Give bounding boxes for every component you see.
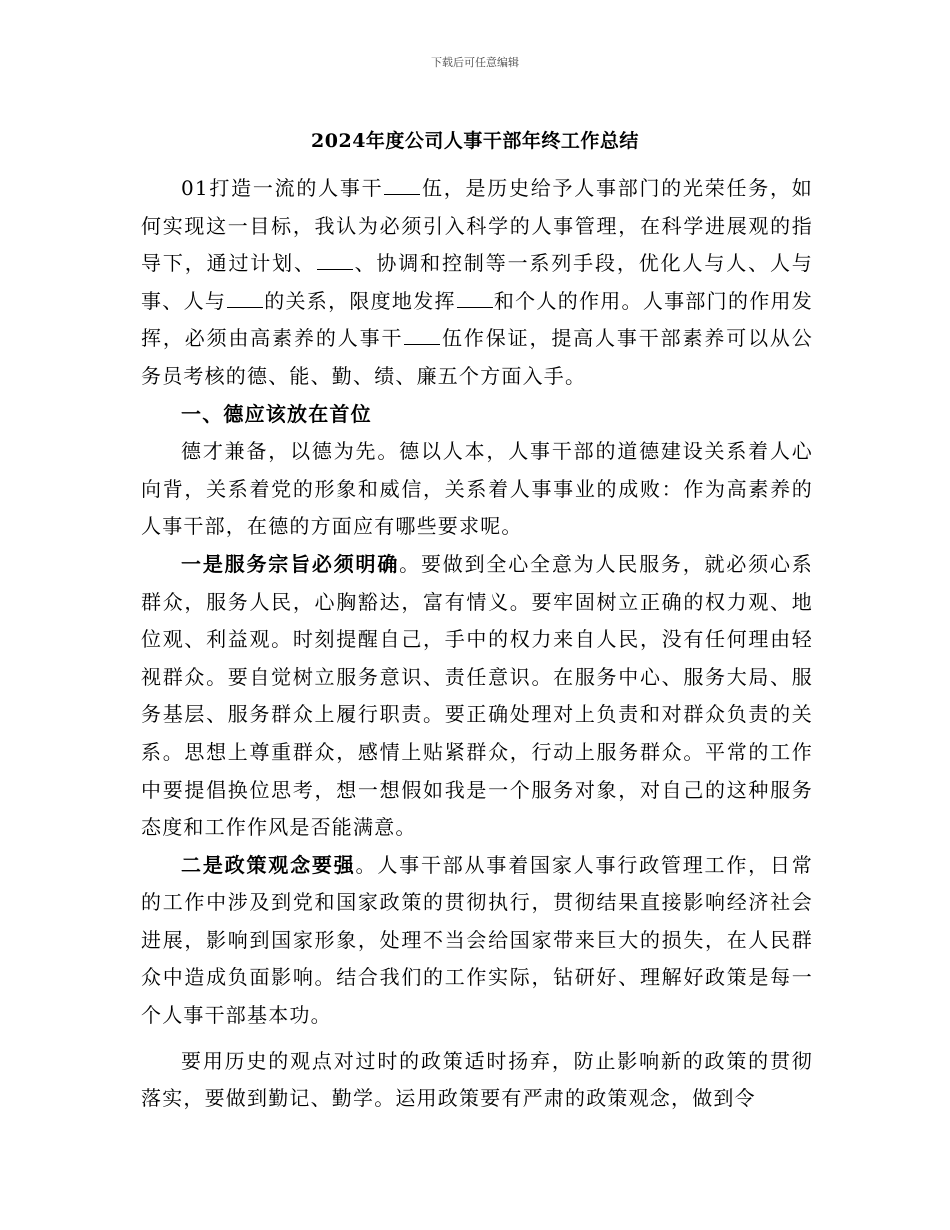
download-note: 下载后可任意编辑: [431, 56, 519, 69]
point-two-text: 。人事干部从事着国家人事行政管理工作，日常的工作中涉及到党和国家政策的贯彻执行，贯彻结果直接影响经济社会进展，影响到国家形象，处理不当会给国家带来巨大的损失，在人民群众中造成负面影响。结合我们的工作实际，钻研好、理解好政策是每一个人事干部基本功。: [141, 852, 813, 1028]
intro-text-4: 的关系，限度地发挥: [264, 288, 456, 313]
point-one-paragraph: [141, 546, 813, 847]
point-one-lead: 一是服务宗旨必须明确: [181, 551, 400, 576]
point-one-text: 。要做到全心全意为人民服务，就必须心系群众，服务人民，心胸豁达，富有情义。要牢固树立正确的权力观、地位观、利益观。时刻提醒自己，手中的权力来自人民，没有任何理由轻视群众。要自觉树立服务意识、责任意识。在服务中心、服务大局、服务基层、服务群众上履行职责。要正确处理对上负责和对群众负责的关系。思想上尊重群众，感情上贴紧群众，行动上服务群众。平常的工作中要提倡换位思考，想一想假如我是一个服务对象，对自己的这种服务态度和工作作风是否能满意。: [141, 551, 813, 840]
fill-blank: [404, 326, 440, 345]
intro-text-2: 伍，是历史给予人事部门的光荣任务，如何实现这一目标，我认为必须引入科学的人事管理，在科学进展观的指导下，通过计划、: [141, 176, 813, 276]
fill-blank: [227, 289, 263, 308]
closing-paragraph: 要用历史的观点对过时的政策适时扬弃，防止影响新的政策的贯彻落实，要做到勤记、勤学。运用政策要有严肃的政策观念，做到令: [141, 1048, 813, 1111]
fill-blank: [457, 289, 493, 308]
point-two-paragraph: [141, 847, 813, 1035]
intro-text-3: 、协调和控制等一系列手段，优化人与人、人与事、人与: [141, 251, 814, 313]
fill-blank: [384, 176, 420, 195]
intro-text-1: 01打造一流的人事干: [181, 176, 384, 200]
fill-blank: [317, 251, 353, 270]
document-title: 2024年度公司人事干部年终工作总结: [311, 130, 639, 152]
point-two-lead: 二是政策观念要强: [181, 852, 356, 877]
section-paragraph: 德才兼备，以德为先。德以人本，人事干部的道德建设关系着人心向背，关系着党的形象和威信，关系着人事事业的成败：作为高素养的人事干部，在德的方面应有哪些要求呢。: [141, 439, 813, 539]
intro-text-6: 伍作保证，提高人事干部素养可以从公务员考核的德、能、勤、绩、廉五个方面入手。: [141, 326, 813, 388]
intro-paragraph: [141, 170, 813, 396]
intro-text-5: 和个人的作用。人事部门的作用发挥，必须由高素养的人事干: [141, 288, 813, 351]
section-heading: 一、德应该放在首位: [181, 401, 372, 426]
document-body: [141, 170, 813, 1118]
